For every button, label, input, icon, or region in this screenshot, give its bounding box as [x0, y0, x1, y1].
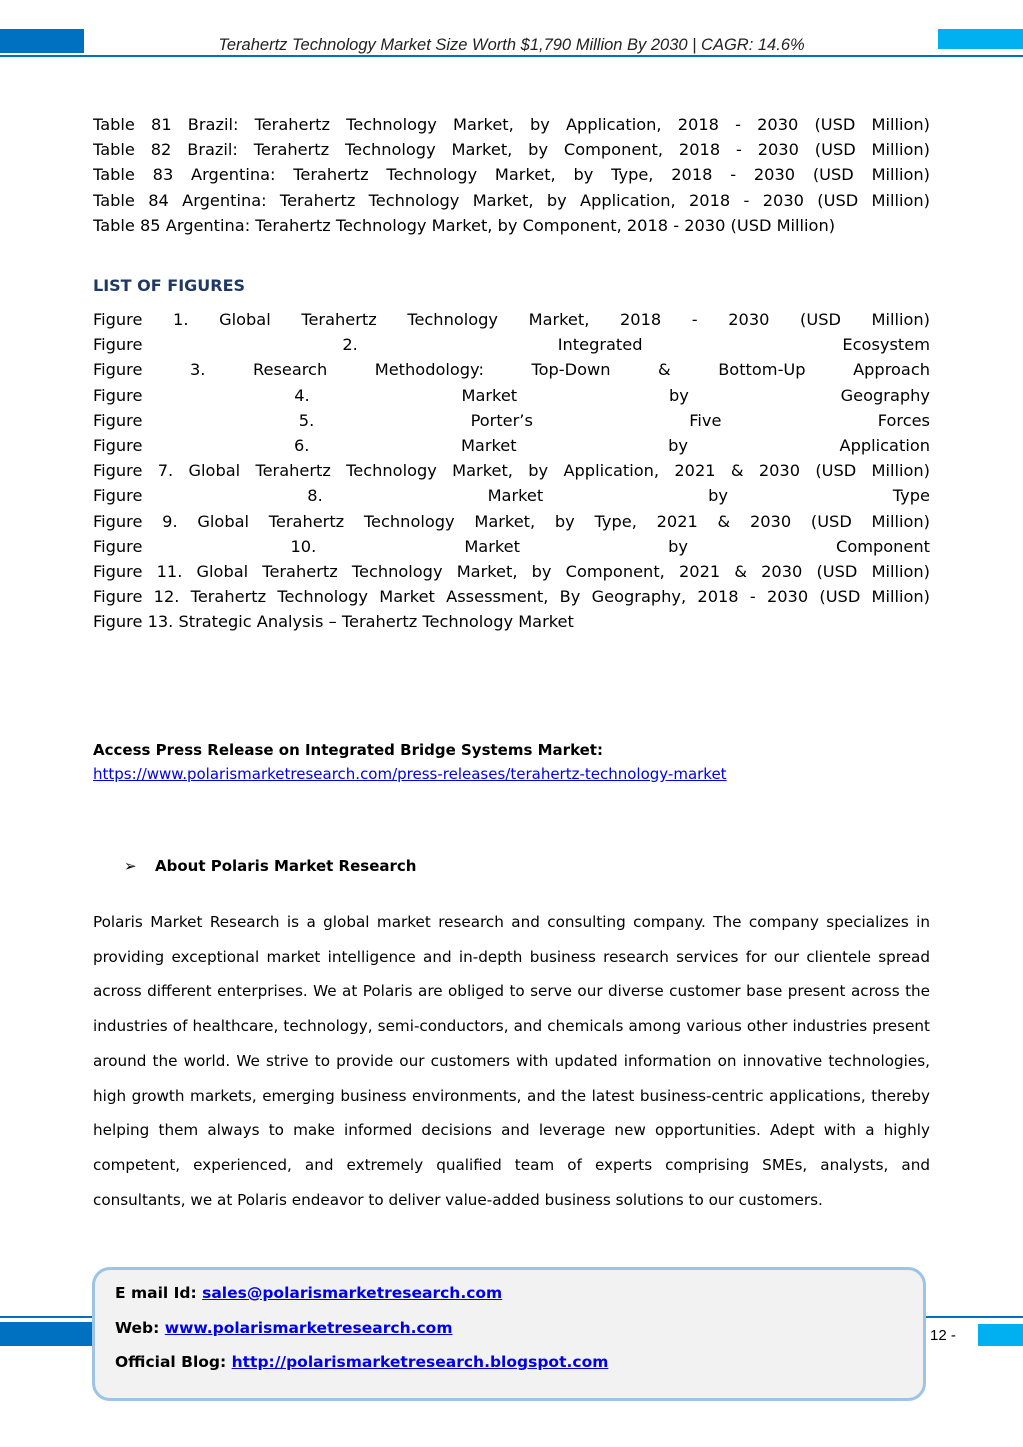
figure-list-item: Figure 2. Integrated Ecosystem	[93, 335, 930, 355]
about-paragraph: Polaris Market Research is a global market research and consulting company. The company specializes in providing exceptional market intelligence and in-depth business research services for our clientele spread across different enterprises. We at Polaris are obliged to serve our diverse customer base present across the industries of healthcare, technology, semi-conductors, and chemicals among various other industries present around the world. We strive to provide our customers with updated information on innovative technologies, high growth markets, emerging business environments, and the latest business-centric applications, thereby helping them always to make informed decisions and leverage new opportunities. Adept with a highly competent, experienced, and extremely qualified team of experts comprising SMEs, analysts, and consultants, we at Polaris endeavor to deliver value-added business solutions to our customers.	[93, 913, 930, 1209]
figure-list-item: Figure 11. Global Terahertz Technology Market, by Component, 2021 & 2030 (USD Million)	[93, 561, 930, 581]
footer-bar-left	[0, 1322, 96, 1346]
figure-list-item: Figure 5. Porter’s Five Forces	[93, 410, 930, 430]
table-list-item: Table 83 Argentina: Terahertz Technology Market, by Type, 2018 - 2030 (USD Million)	[93, 165, 930, 185]
figure-list	[93, 307, 930, 634]
figures-section-title: LIST OF FIGURES	[93, 276, 246, 295]
email-label: E mail Id:	[115, 1284, 197, 1302]
email-link[interactable]: sales@polarismarketresearch.com	[202, 1284, 503, 1302]
figure-list-item: Figure 4. Market by Geography	[93, 385, 930, 405]
contact-web-row	[115, 1319, 452, 1337]
press-release-link[interactable]: https://www.polarismarketresearch.com/press-releases/terahertz-technology-market	[93, 765, 727, 783]
figure-list-item: Figure 13. Strategic Analysis – Terahertz Technology Market	[93, 612, 574, 632]
about-section-title: About Polaris Market Research	[155, 857, 417, 875]
table-list-item: Table 82 Brazil: Terahertz Technology Market, by Component, 2018 - 2030 (USD Million)	[93, 140, 930, 160]
web-label: Web:	[115, 1319, 160, 1337]
web-link[interactable]: www.polarismarketresearch.com	[164, 1319, 453, 1337]
header-title: Terahertz Technology Market Size Worth $1,790 Million By 2030 | CAGR: 14.6%	[218, 36, 805, 54]
table-list	[93, 112, 930, 238]
figure-list-item: Figure 7. Global Terahertz Technology Market, by Application, 2021 & 2030 (USD Million)	[93, 461, 930, 481]
blog-link[interactable]: http://polarismarketresearch.blogspot.com	[231, 1353, 609, 1371]
figure-list-item: Figure 8. Market by Type	[93, 486, 930, 506]
figure-list-item: Figure 1. Global Terahertz Technology Market, 2018 - 2030 (USD Million)	[93, 310, 930, 329]
press-release-title: Access Press Release on Integrated Bridge Systems Market:	[93, 741, 603, 759]
contact-box	[92, 1267, 926, 1401]
table-list-item: Table 84 Argentina: Terahertz Technology Market, by Application, 2018 - 2030 (USD Million)	[93, 190, 930, 210]
figure-list-item: Figure 12. Terahertz Technology Market Assessment, By Geography, 2018 - 2030 (USD Million)	[93, 587, 930, 607]
figure-list-item: Figure 3. Research Methodology: Top-Down & Bottom-Up Approach	[93, 360, 930, 380]
figure-list-item: Figure 6. Market by Application	[93, 435, 930, 455]
contact-email-row	[115, 1284, 502, 1302]
table-list-item: Table 85 Argentina: Terahertz Technology Market, by Component, 2018 - 2030 (USD Million)	[93, 215, 836, 235]
header-rule	[0, 55, 1023, 57]
contact-blog-row	[115, 1353, 608, 1371]
blog-label: Official Blog:	[115, 1353, 227, 1371]
figure-list-item: Figure 10. Market by Component	[93, 536, 930, 556]
page-number: 12 -	[930, 1327, 956, 1344]
table-list-item: Table 81 Brazil: Terahertz Technology Market, by Application, 2018 - 2030 (USD Million)	[93, 115, 930, 134]
arrow-bullet-icon: ➢	[124, 858, 137, 875]
footer-bar-right	[978, 1324, 1023, 1346]
figure-list-item: Figure 9. Global Terahertz Technology Market, by Type, 2021 & 2030 (USD Million)	[93, 511, 930, 531]
